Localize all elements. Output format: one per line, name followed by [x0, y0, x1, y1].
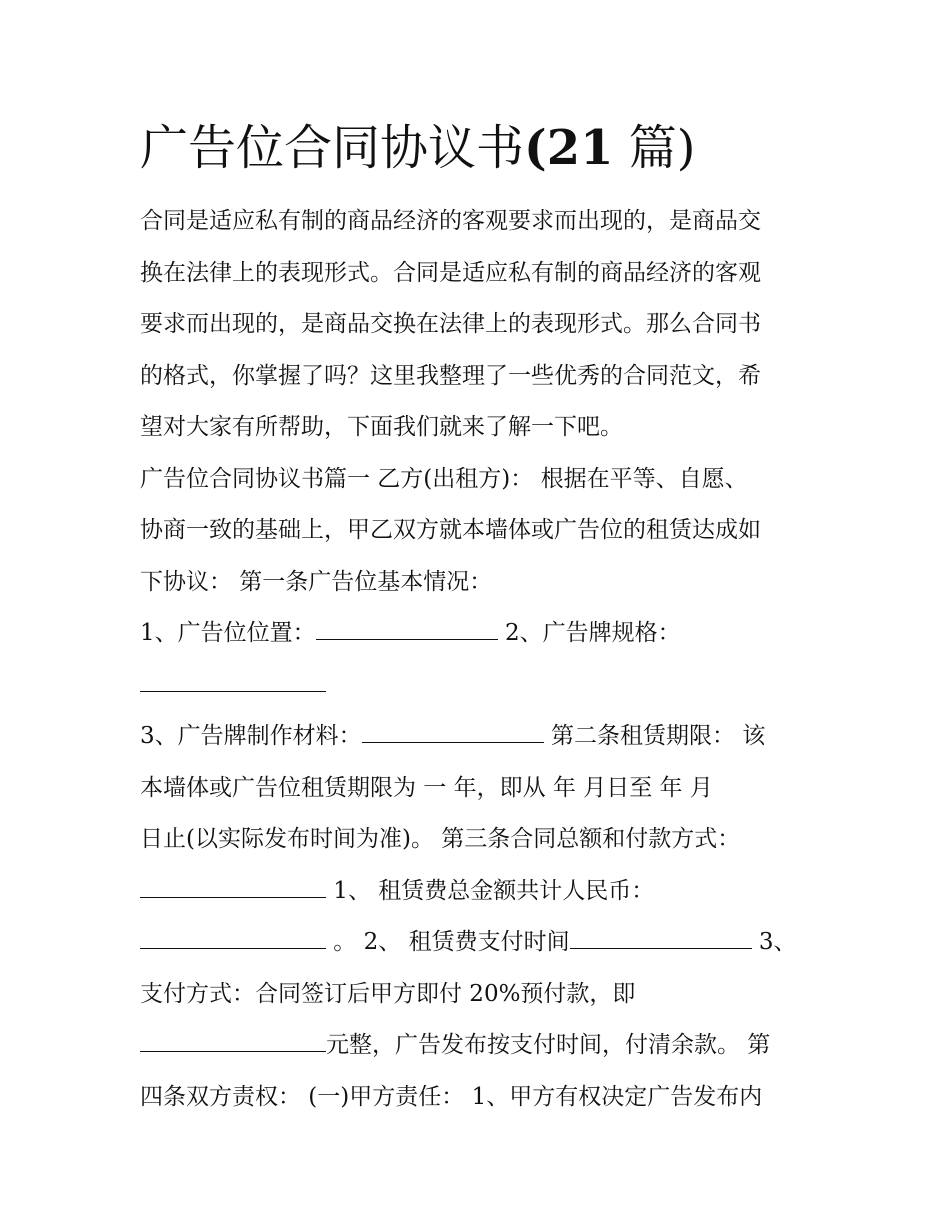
- contract-line-11: [140, 711, 820, 763]
- lease-term-label: 第二条租赁期限： 该: [543, 723, 766, 749]
- contract-line-17: [140, 1020, 820, 1072]
- title-suffix: 篇): [628, 120, 696, 176]
- contract-line-12: 本墙体或广告位租赁期限为 一 年，即从 年 月日至 年 月: [140, 774, 713, 801]
- contract-line-15: [140, 917, 820, 969]
- contract-line-6: 广告位合同协议书篇一 乙方(出租方)： 根据在平等、自愿、: [140, 465, 748, 492]
- sign-spec-label: 2、广告牌规格：: [497, 620, 681, 646]
- total-rent-blank[interactable]: [140, 930, 326, 949]
- contract-line-13: 日止(以实际发布时间为准)。 第三条合同总额和付款方式：: [140, 826, 741, 852]
- payment-method-blank[interactable]: [140, 879, 326, 898]
- sign-material-blank[interactable]: [362, 724, 544, 743]
- contract-line-8: 下协议： 第一条广告位基本情况：: [140, 568, 493, 595]
- contract-line-9: [140, 608, 820, 660]
- contract-line-14: [140, 866, 820, 918]
- payment-time-label: 。 2、 租赁费支付时间: [326, 929, 570, 955]
- payment-time-blank[interactable]: [570, 930, 752, 949]
- ad-location-label: 1、广告位位置：: [140, 620, 316, 646]
- prepayment-blank[interactable]: [140, 1033, 326, 1052]
- document-body: [140, 196, 820, 1123]
- contract-line-18: 四条双方责权： (一)甲方责任： 1、甲方有权决定广告发布内: [140, 1083, 763, 1110]
- sign-material-label: 3、广告牌制作材料：: [140, 723, 362, 749]
- balance-text: 元整，广告发布按支付时间，付清余款。 第: [326, 1032, 771, 1058]
- title-count: (21: [524, 120, 614, 176]
- total-rent-label: 1、 租赁费总金额共计人民币：: [326, 877, 655, 904]
- payment-item-3: 3、: [751, 929, 797, 955]
- intro-line-4: 的格式，你掌握了吗？这里我整理了一些优秀的合同范文，希: [140, 362, 761, 389]
- title-main: 广告位合同协议书: [140, 120, 525, 176]
- intro-line-3: 要求而出现的，是商品交换在法律上的表现形式。那么合同书: [140, 311, 761, 337]
- intro-line-1: 合同是适应私有制的商品经济的客观要求而出现的，是商品交: [140, 208, 761, 234]
- document-title: [140, 112, 840, 184]
- intro-line-2: 换在法律上的表现形式。合同是适应私有制的商品经济的客观: [140, 259, 761, 286]
- contract-line-7: 协商一致的基础上，甲乙双方就本墙体或广告位的租赁达成如: [140, 517, 761, 543]
- contract-line-16: 支付方式：合同签订后甲方即付 20%预付款，即: [140, 980, 636, 1007]
- ad-location-blank[interactable]: [316, 621, 498, 640]
- contract-line-10: [140, 660, 820, 712]
- sign-spec-blank[interactable]: [140, 673, 326, 692]
- intro-line-5: 望对大家有所帮助，下面我们就来了解一下吧。: [140, 414, 623, 440]
